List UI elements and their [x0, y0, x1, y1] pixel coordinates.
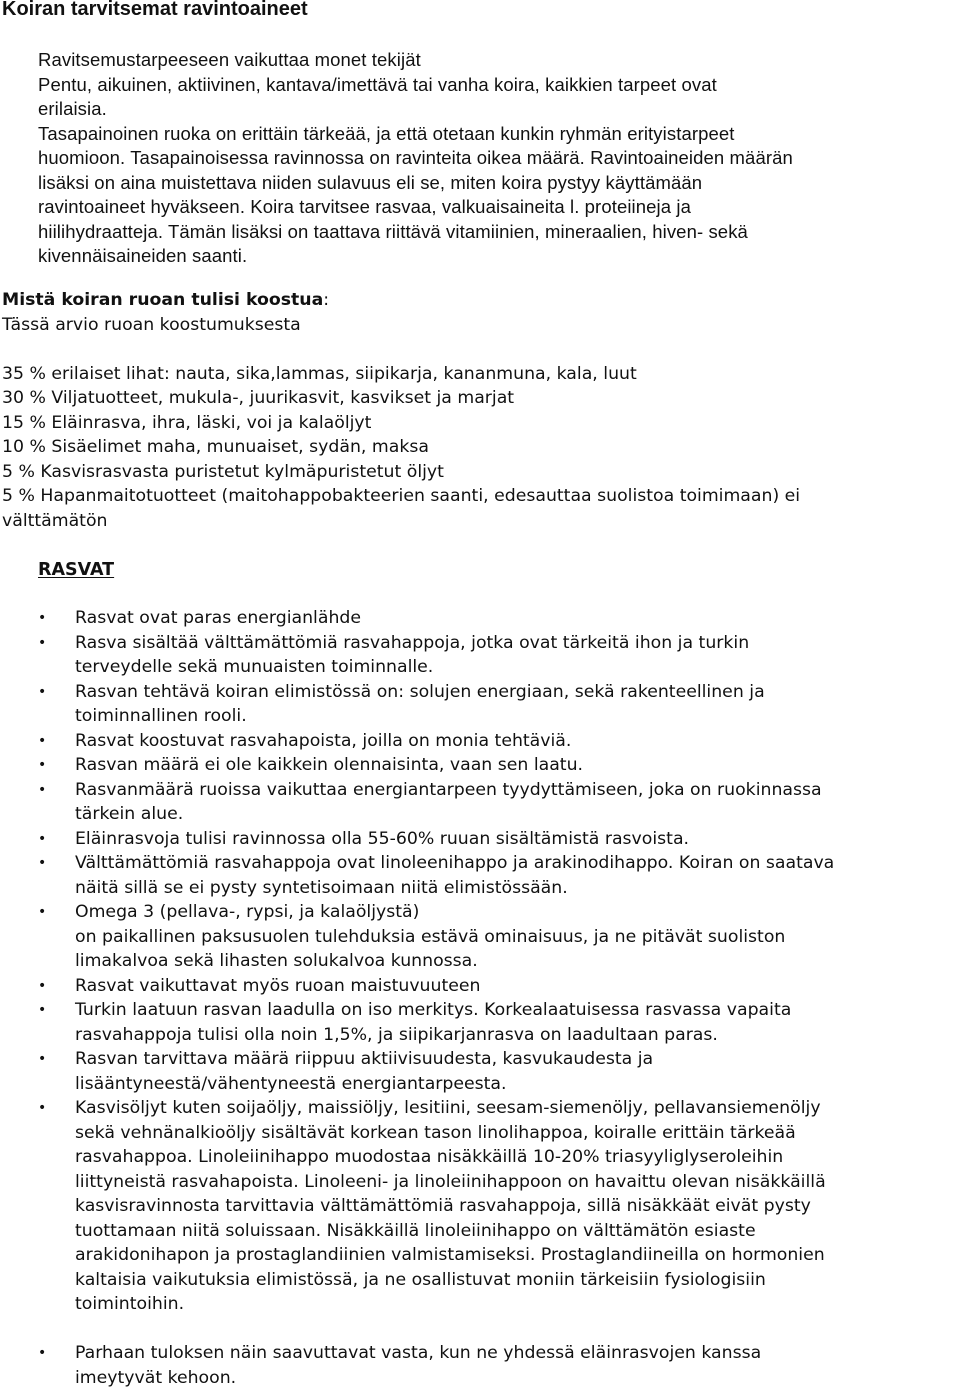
intro-line: kivennäisaineiden saanti. [38, 244, 958, 269]
bullet-text-line: kasvisravinnosta tarvittavia välttämättömiä rasvahappoja, sillä nisäkkäät eivät pysty [75, 1194, 956, 1219]
bullet-text-line: Turkin laatuun rasvan laadulla on iso merkitys. Korkealaatuisessa rasvassa vapaita [75, 998, 956, 1023]
rasvat-bullet-item [0, 900, 960, 974]
bullet-point-icon: • [38, 827, 48, 852]
rasvat-bullet-item [0, 1096, 960, 1317]
intro-line: lisäksi on aina muistettava niiden sulavuus eli se, miten koira pystyy käyttämään [38, 171, 958, 196]
intro-line: hiilihydraatteja. Tämän lisäksi on taattava riittävä vitamiinien, mineraalien, hiven- sekä [38, 220, 958, 245]
composition-subtitle: Tässä arvio ruoan koostumuksesta [2, 313, 957, 338]
bullet-point-icon: • [38, 606, 48, 631]
composition-line: 10 % Sisäelimet maha, munuaiset, sydän, maksa [2, 435, 957, 460]
bullet-text-line: sekä vehnänalkioöljy sisältävät korkean tason linolihappoa, koiralle erittäin tärkeää [75, 1121, 956, 1146]
intro-line: Pentu, aikuinen, aktiivinen, kantava/imettävä tai vanha koira, kaikkien tarpeet ovat [38, 73, 958, 98]
bullet-text-line: Rasvan tehtävä koiran elimistössä on: solujen energiaan, sekä rakenteellinen ja [75, 680, 956, 705]
bullet-text-line: toiminnallinen rooli. [75, 704, 956, 729]
composition-line: 30 % Viljatuotteet, mukula-, juurikasvit, kasvikset ja marjat [2, 386, 957, 411]
rasvat-bullet-item [0, 1341, 960, 1390]
composition-line: 15 % Eläinrasva, ihra, läski, voi ja kalaöljyt [2, 411, 957, 436]
bullet-text-line: Rasvan määrä ei ole kaikkein olennaisinta, vaan sen laatu. [75, 753, 956, 778]
bullet-text-line: Eläinrasvoja tulisi ravinnossa olla 55-60% ruuan sisältämistä rasvoista. [75, 827, 956, 852]
spacer [2, 337, 957, 362]
bullet-point-icon: • [38, 680, 48, 705]
bullet-point-icon: • [38, 974, 48, 999]
bullet-text-line: tuottamaan niitä soluissaan. Nisäkkäillä linoleiinihappo on välttämätön esiaste [75, 1219, 956, 1244]
bullet-text-line: Rasvanmäärä ruoissa vaikuttaa energiantarpeen tyydyttämiseen, joka on ruokinnassa [75, 778, 956, 803]
rasvat-bullet-item [0, 753, 960, 778]
rasvat-bullet-item [0, 631, 960, 680]
bullet-point-icon: • [38, 753, 48, 778]
bullet-text-line: toimintoihin. [75, 1292, 956, 1317]
intro-line: ravintoaineet hyväkseen. Koira tarvitsee rasvaa, valkuaisaineita l. proteiineja ja [38, 195, 958, 220]
bullet-text-line: on paikallinen paksusuolen tulehduksia estävä ominaisuus, ja ne pitävät suoliston [75, 925, 956, 950]
bullet-text-line: Rasvat koostuvat rasvahapoista, joilla on monia tehtäviä. [75, 729, 956, 754]
bullet-point-icon: • [38, 729, 48, 754]
rasvat-bullet-item [0, 1047, 960, 1096]
bullet-text-line: Omega 3 (pellava-, rypsi, ja kalaöljystä) [75, 900, 956, 925]
bullet-text-line: kaltaisia vaikutuksia elimistössä, ja ne osallistuvat moniin tärkeisiin fysiologisiin [75, 1268, 956, 1293]
composition-line: 5 % Hapanmaitotuotteet (maitohappobakteerien saanti, edesauttaa suolistoa toimimaan) ei [2, 484, 957, 509]
bullet-text-line: Parhaan tuloksen näin saavuttavat vasta, kun ne yhdessä eläinrasvojen kanssa [75, 1341, 956, 1366]
bullet-text-line: arakidonihapon ja prostaglandiinien valmistamiseksi. Prostaglandiineilla on hormonien [75, 1243, 956, 1268]
bullet-point-icon: • [38, 900, 48, 925]
bullet-text-line: imeytyvät kehoon. [75, 1366, 956, 1390]
rasvat-bullet-item [0, 827, 960, 852]
bullet-text-line: Rasvan tarvittava määrä riippuu aktiivisuudesta, kasvukaudesta ja [75, 1047, 956, 1072]
bullet-text-line: Rasvat vaikuttavat myös ruoan maistuvuuteen [75, 974, 956, 999]
rasvat-bullet-item [0, 778, 960, 827]
bullet-point-icon: • [38, 1047, 48, 1072]
bullet-text-line: Rasvat ovat paras energianlähde [75, 606, 956, 631]
rasvat-bullet-list [0, 606, 960, 1390]
intro-line: erilaisia. [38, 97, 958, 122]
rasvat-bullet-item [0, 998, 960, 1047]
bullet-point-icon: • [38, 778, 48, 803]
bullet-text-line: lisääntyneestä/vähentyneestä energiantarpeesta. [75, 1072, 956, 1097]
rasvat-bullet-item [0, 680, 960, 729]
rasvat-bullet-item [0, 851, 960, 900]
bullet-text-line: terveydelle sekä munuaisten toiminnalle. [75, 655, 956, 680]
bullet-text-line: Rasva sisältää välttämättömiä rasvahappoja, jotka ovat tärkeitä ihon ja turkin [75, 631, 956, 656]
composition-line: 35 % erilaiset lihat: nauta, sika,lammas, siipikarja, kananmuna, kala, luut [2, 362, 957, 387]
composition-question [2, 288, 957, 313]
bullet-text-line: rasvahappoa. Linoleiinihappo muodostaa nisäkkäillä 10-20% triasyyliglyseroleihin [75, 1145, 956, 1170]
bullet-text-line: rasvahappoja tulisi olla noin 1,5%, ja siipikarjanrasva on laadultaan paras. [75, 1023, 956, 1048]
bullet-text-line: Kasvisöljyt kuten soijaöljy, maissiöljy, lesitiini, seesam-siemenöljy, pellavansiemenöljy [75, 1096, 956, 1121]
intro-line: Tasapainoinen ruoka on erittäin tärkeää, ja että otetaan kunkin ryhmän erityistarpeet [38, 122, 958, 147]
bullet-point-icon: • [38, 1096, 48, 1121]
intro-line: Ravitsemustarpeeseen vaikuttaa monet tekijät [38, 48, 958, 73]
composition-question-bold: Mistä koiran ruoan tulisi koostua [2, 290, 323, 310]
rasvat-heading: RASVAT [38, 558, 114, 583]
bullet-point-icon: • [38, 1341, 48, 1366]
bullet-point-icon: • [38, 631, 48, 656]
composition-line: välttämätön [2, 509, 957, 534]
bullet-text-line: näitä sillä se ei pysty syntetisoimaan niitä elimistössään. [75, 876, 956, 901]
bullet-text-line: Välttämättömiä rasvahappoja ovat linoleenihappo ja arakinodihappo. Koiran on saatava [75, 851, 956, 876]
bullet-text-line: limakalvoa sekä lihasten solukalvoa kunnossa. [75, 949, 956, 974]
intro-line: huomioon. Tasapainoisessa ravinnossa on ravinteita oikea määrä. Ravintoaineiden määrän [38, 146, 958, 171]
rasvat-bullet-item [0, 606, 960, 631]
composition-question-colon: : [323, 290, 329, 310]
bullet-point-icon: • [38, 851, 48, 876]
composition-section [2, 288, 957, 533]
composition-line: 5 % Kasvisrasvasta puristetut kylmäpuristetut öljyt [2, 460, 957, 485]
bullet-point-icon: • [38, 998, 48, 1023]
bullet-text-line: tärkein alue. [75, 802, 956, 827]
intro-section [38, 48, 958, 269]
page-title: Koiran tarvitsemat ravintoaineet [2, 0, 308, 21]
rasvat-bullet-item [0, 729, 960, 754]
bullet-text-line: liittyneistä rasvahapoista. Linoleeni- ja linoleiinihappoon on havaittu olevan nisäkkäillä [75, 1170, 956, 1195]
rasvat-bullet-item [0, 974, 960, 999]
